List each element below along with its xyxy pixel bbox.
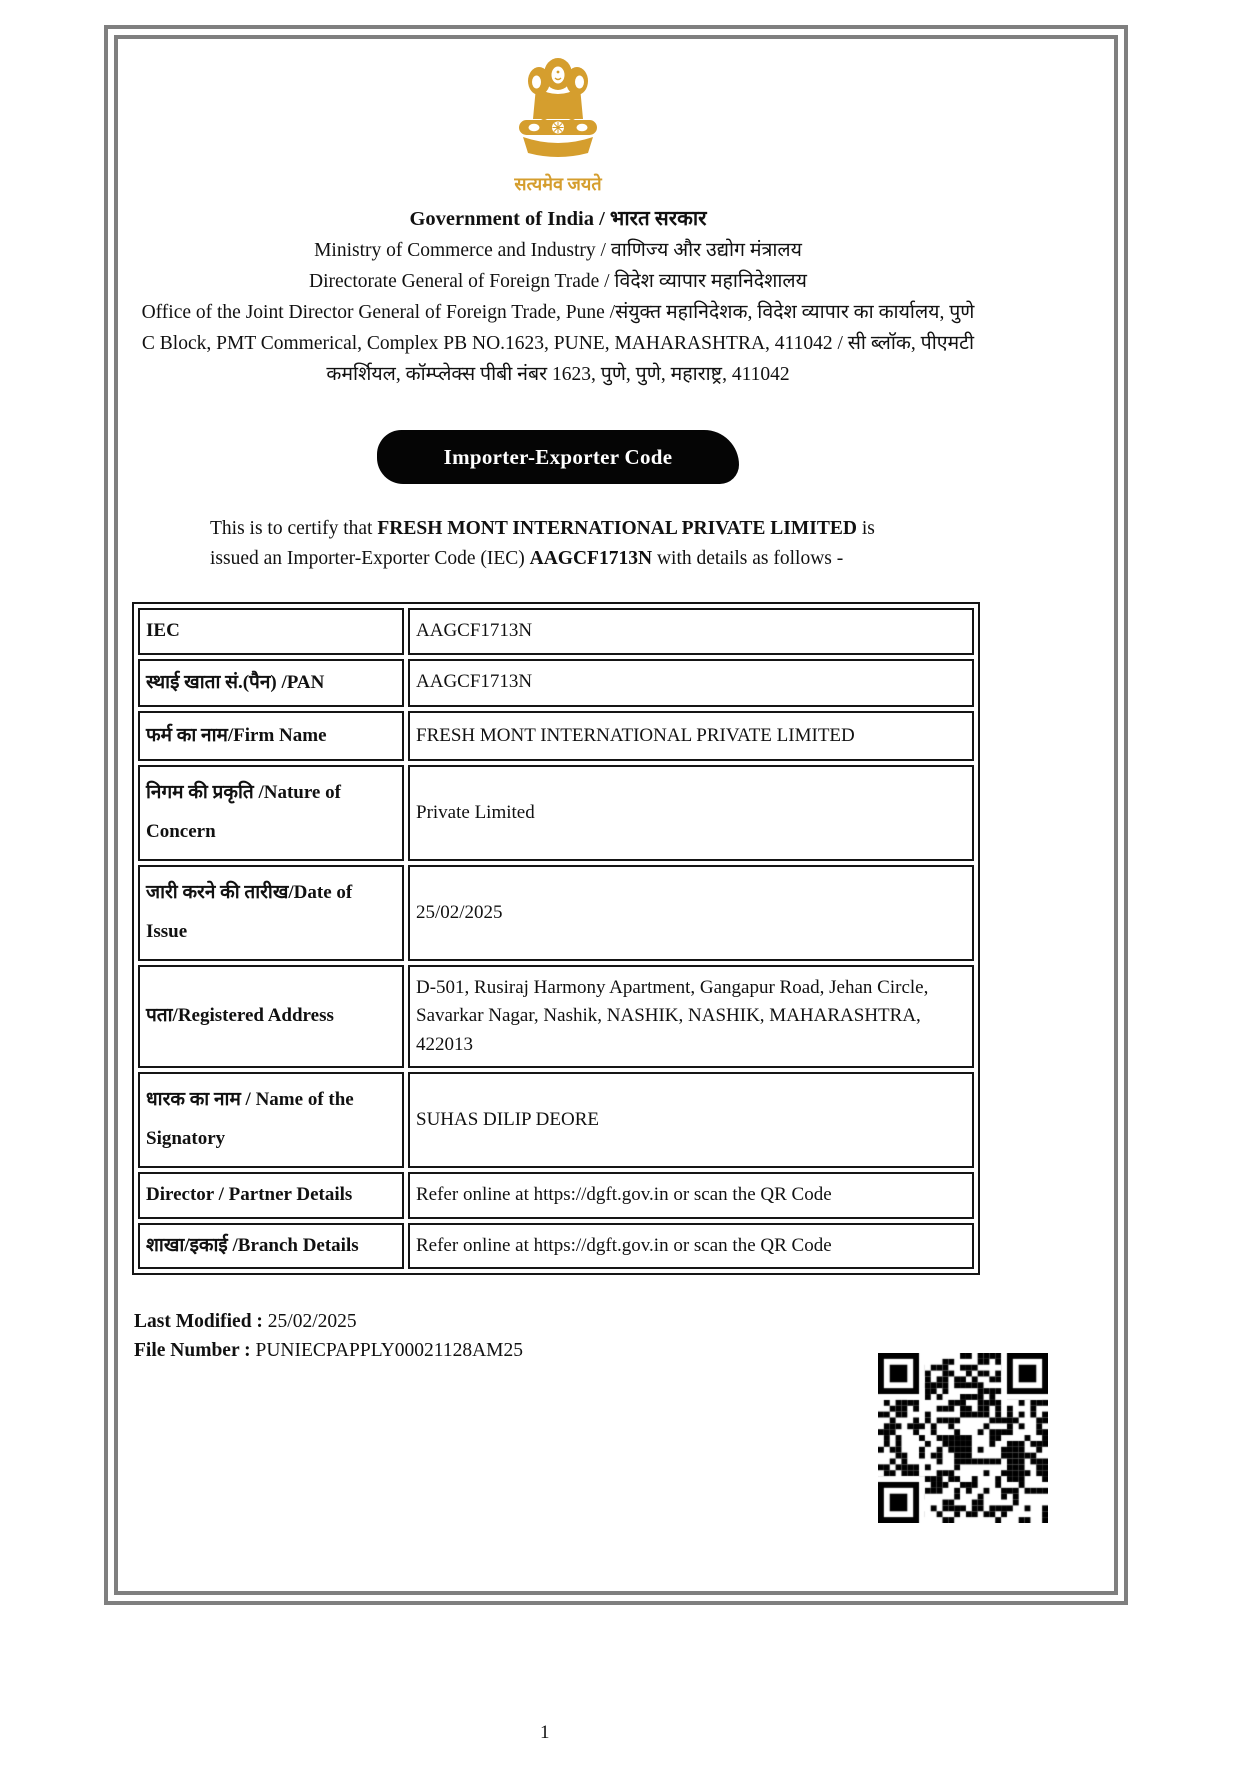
row-value: AAGCF1713N bbox=[408, 608, 974, 655]
file-number-line bbox=[134, 1336, 984, 1365]
row-value: Private Limited bbox=[408, 765, 974, 861]
row-label: पता/Registered Address bbox=[138, 965, 404, 1069]
row-value: FRESH MONT INTERNATIONAL PRIVATE LIMITED bbox=[408, 711, 974, 761]
table-row-firm-name bbox=[138, 711, 974, 761]
iec-details-table bbox=[132, 602, 980, 1275]
national-emblem-icon bbox=[510, 57, 606, 165]
file-number-label: File Number : bbox=[134, 1340, 251, 1362]
certify-firm-name: FRESH MONT INTERNATIONAL PRIVATE LIMITED bbox=[377, 518, 857, 539]
certify-iec-code: AAGCF1713N bbox=[529, 548, 653, 569]
last-modified-label: Last Modified : bbox=[134, 1311, 263, 1333]
table-row-nature-of-concern bbox=[138, 765, 974, 861]
table-row-date-of-issue bbox=[138, 865, 974, 961]
header-office-line: Office of the Joint Director General of Foreign Trade, Pune /संयुक्त महानिदेशक, विदेश व्यापार का कार्यालय, पुणे bbox=[141, 302, 975, 323]
certify-prefix: This is to certify that bbox=[210, 518, 378, 539]
table-row-iec bbox=[138, 608, 974, 655]
qr-spacer bbox=[132, 1365, 984, 1595]
row-label: फर्म का नाम/Firm Name bbox=[138, 711, 404, 761]
table-row-pan bbox=[138, 659, 974, 707]
header-address-line-hi: कमर्शियल, कॉम्प्लेक्स पीबी नंबर 1623, पुणे, पुणे, महाराष्ट्र, 411042 bbox=[326, 364, 790, 385]
table-row-branch-details bbox=[138, 1223, 974, 1270]
certificate-frame-inner bbox=[114, 35, 1118, 1595]
last-modified-value: 25/02/2025 bbox=[262, 1311, 357, 1333]
row-value: Refer online at https://dgft.gov.in or scan the QR Code bbox=[408, 1172, 974, 1219]
header-address-line-en: C Block, PMT Commerical, Complex PB NO.1623, PUNE, MAHARASHTRA, 411042 / सी ब्लॉक, पीएमटी bbox=[141, 333, 975, 354]
certification-statement bbox=[210, 514, 910, 574]
certify-middle: is issued an Importer-Exporter Code (IEC) bbox=[210, 518, 875, 569]
row-value: AAGCF1713N bbox=[408, 659, 974, 707]
row-value: SUHAS DILIP DEORE bbox=[408, 1072, 974, 1168]
header-directorate-line: Directorate General of Foreign Trade / विदेश व्यापार महानिदेशालय bbox=[309, 271, 807, 292]
header-ministry-line: Ministry of Commerce and Industry / वाणिज्य और उद्योग मंत्रालय bbox=[314, 240, 802, 261]
row-value: Refer online at https://dgft.gov.in or scan the QR Code bbox=[408, 1223, 974, 1270]
row-value: 25/02/2025 bbox=[408, 865, 974, 961]
row-label: स्थाई खाता सं.(पैन) /PAN bbox=[138, 659, 404, 707]
header-government-line: Government of India / भारत सरकार bbox=[409, 208, 707, 230]
row-label: निगम की प्रकृति /Nature of Concern bbox=[138, 765, 404, 861]
table-row-director-partner-details bbox=[138, 1172, 974, 1219]
file-number-value: PUNIECPAPPLY00021128AM25 bbox=[250, 1340, 523, 1362]
row-label: धारक का नाम / Name of the Signatory bbox=[138, 1072, 404, 1168]
row-label: शाखा/इकाई /Branch Details bbox=[138, 1223, 404, 1270]
row-value: D-501, Rusiraj Harmony Apartment, Gangapur Road, Jehan Circle, Savarkar Nagar, Nashik, NASHIK, NASHIK, MAHARASHTRA, 422013 bbox=[408, 965, 974, 1069]
row-label: Director / Partner Details bbox=[138, 1172, 404, 1219]
row-label: जारी करने की तारीख/Date of Issue bbox=[138, 865, 404, 961]
emblem-motto: सत्यमेव जयते bbox=[514, 174, 602, 194]
qr-code bbox=[878, 1353, 1048, 1523]
banner-title: Importer-Exporter Code bbox=[443, 444, 673, 469]
certify-suffix: with details as follows - bbox=[652, 548, 844, 569]
table-row-registered-address bbox=[138, 965, 974, 1069]
certificate-frame bbox=[104, 25, 1128, 1605]
last-modified-line bbox=[134, 1307, 984, 1336]
importer-exporter-code-banner bbox=[377, 430, 739, 484]
row-label: IEC bbox=[138, 608, 404, 655]
page-number: 1 bbox=[540, 1722, 550, 1743]
table-row-name-of-signatory bbox=[138, 1072, 974, 1168]
